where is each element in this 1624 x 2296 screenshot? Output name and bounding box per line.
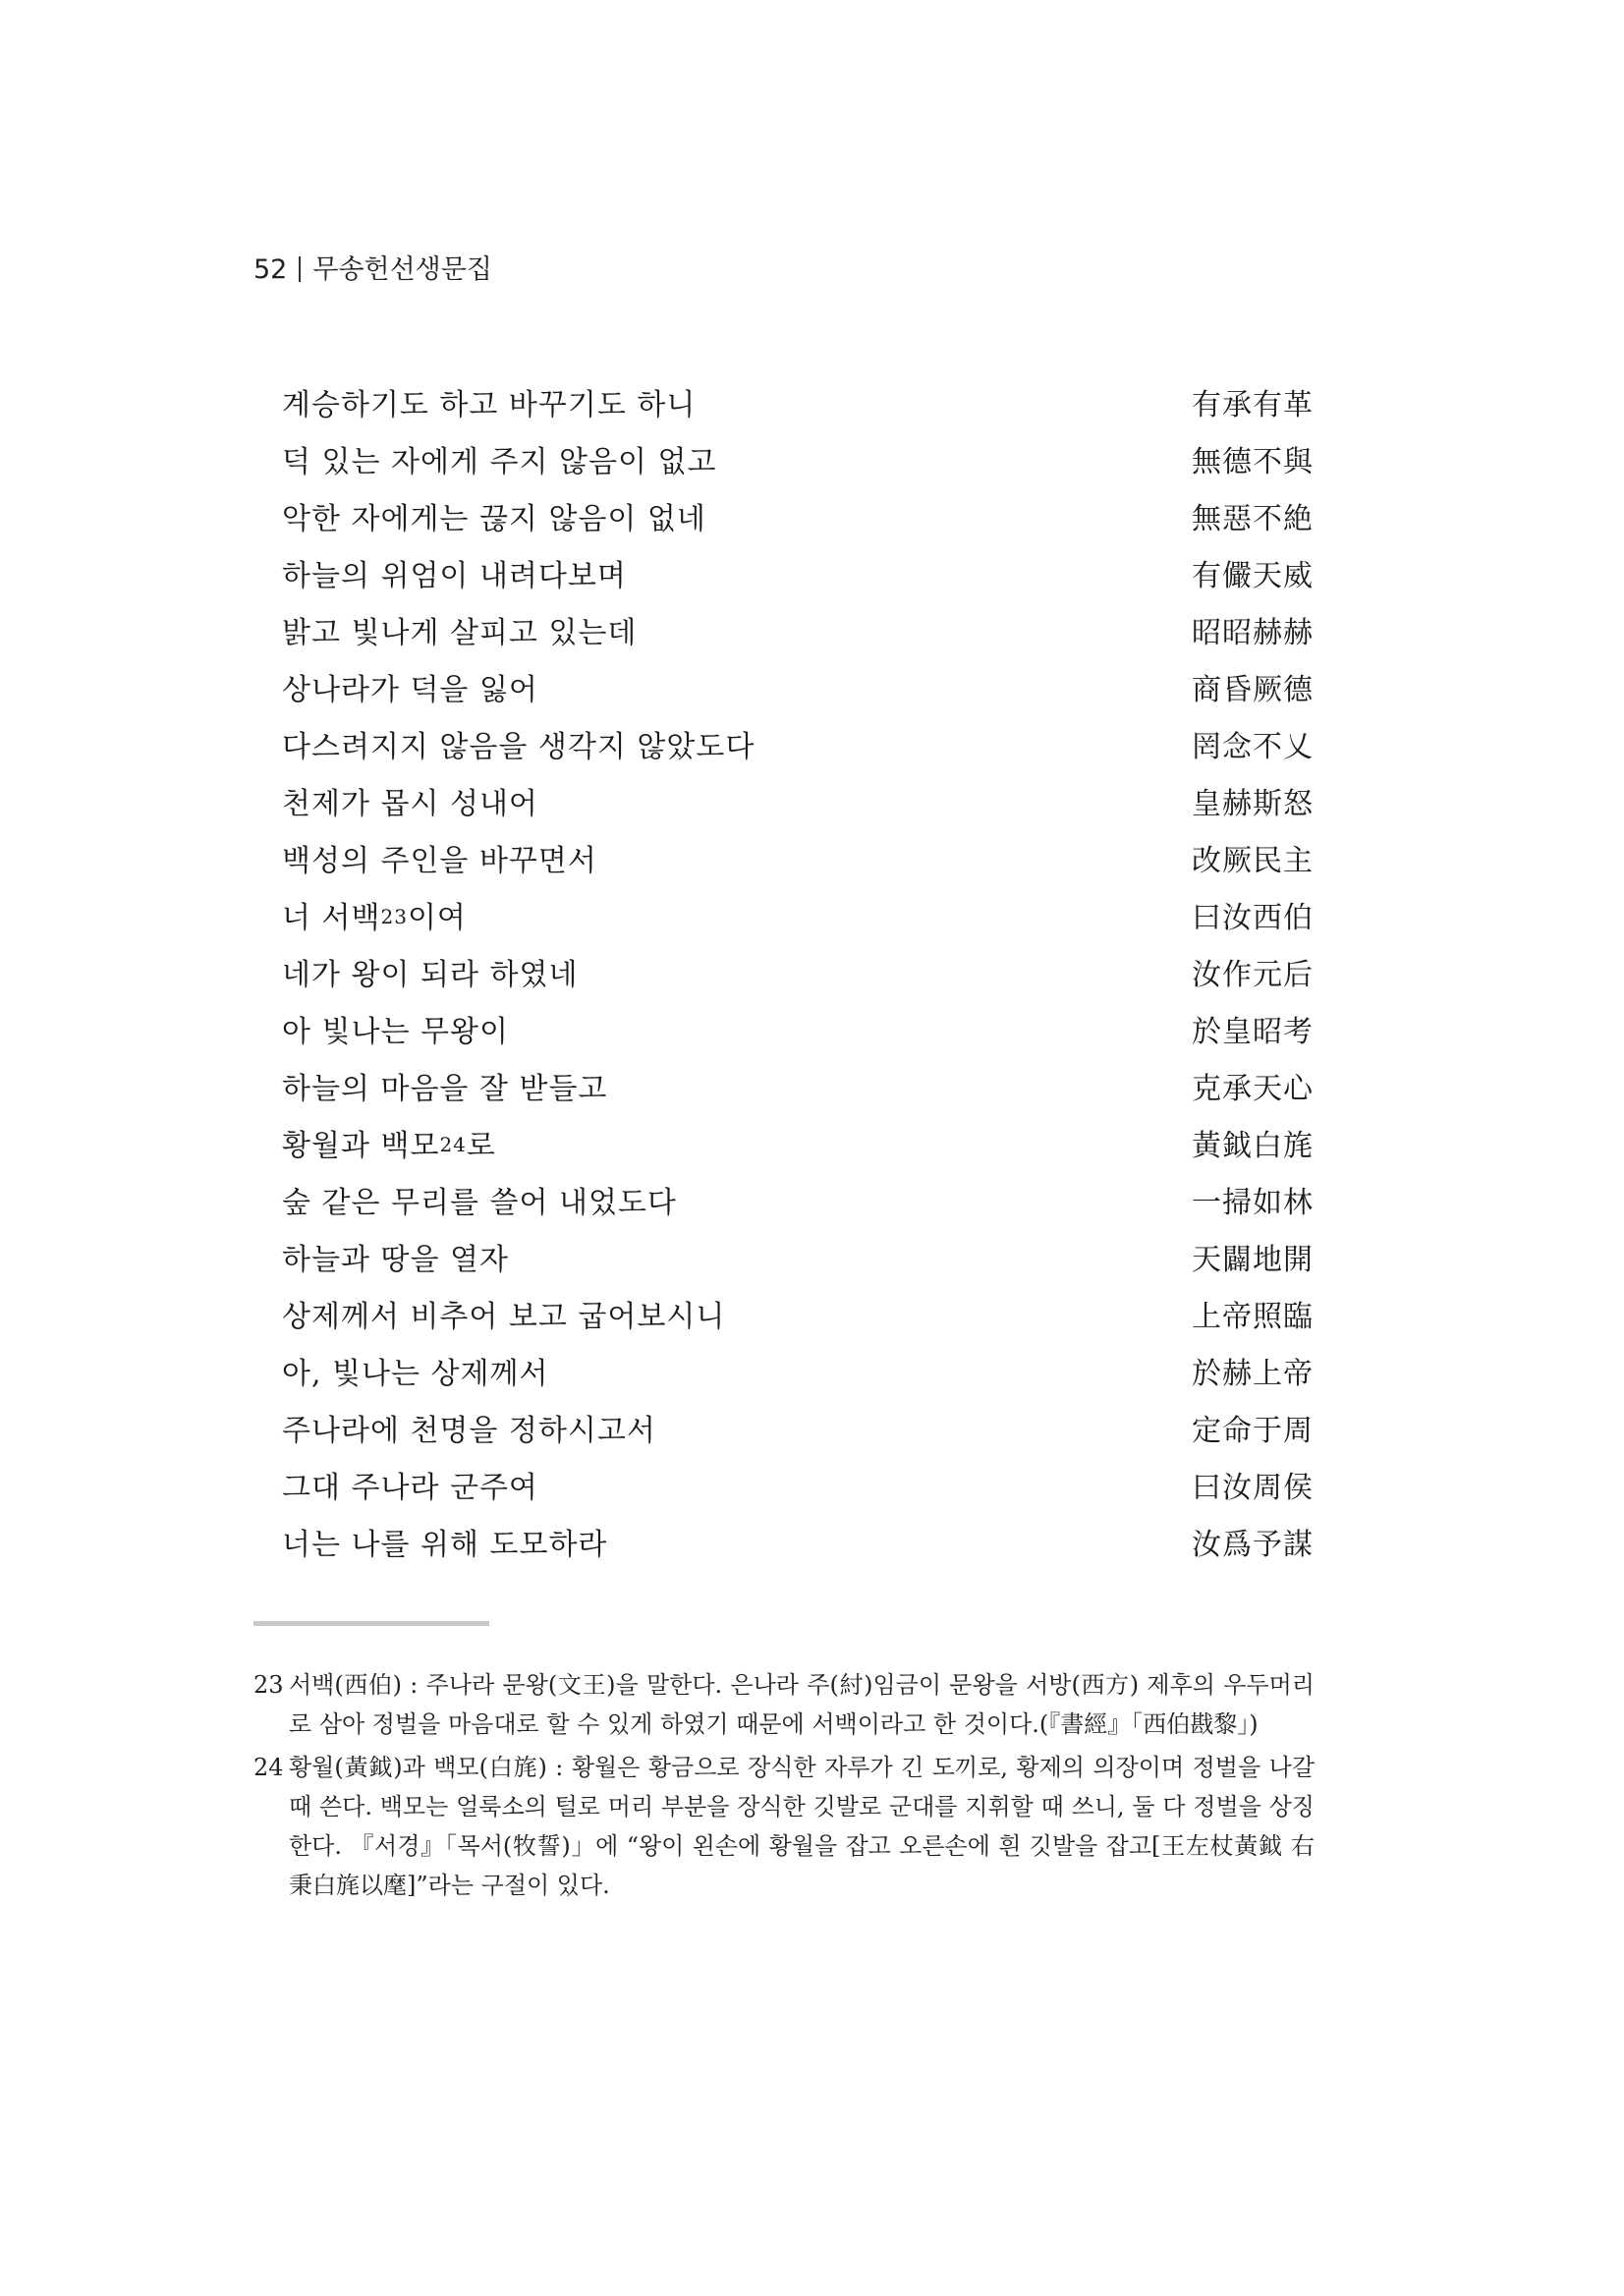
verse-hanja: 皇赫斯怒 (1192, 787, 1314, 821)
verse-korean (282, 380, 696, 423)
verse-korean-text: 하늘의 마음을 잘 받들고 (282, 1072, 608, 1106)
verse-korean (282, 665, 538, 708)
verse-korean (282, 1178, 677, 1221)
verse-korean-text: 주나라에 천명을 정하시고서 (282, 1414, 656, 1448)
verse-hanja: 有儼天威 (1192, 559, 1314, 593)
verse-korean-text: 너는 나를 위해 도모하라 (282, 1528, 608, 1562)
verse-hanja: 無惡不絶 (1192, 502, 1314, 536)
verse-line (282, 772, 1314, 829)
verse-line (282, 1228, 1314, 1285)
footnote-divider (253, 1621, 489, 1626)
verse-korean-text: 다스려지지 않음을 생각지 않았도다 (282, 730, 756, 764)
page-number: 52 (253, 254, 288, 285)
verse-korean (282, 893, 467, 936)
verse-hanja: 改厥民主 (1192, 844, 1314, 878)
verse-hanja: 曰汝西伯 (1192, 901, 1314, 935)
verse-korean (282, 722, 755, 765)
verse-korean (282, 1349, 548, 1392)
verse-korean (282, 1007, 509, 1050)
verse-korean-text: 아, 빛나는 상제께서 (282, 1357, 549, 1391)
verse-korean-text: 네가 왕이 되라 하였네 (282, 958, 579, 992)
verse-korean (282, 1064, 607, 1107)
verse-hanja: 曰汝周侯 (1192, 1471, 1314, 1505)
verse-hanja: 於皇昭考 (1192, 1015, 1314, 1049)
verse-hanja: 克承天心 (1192, 1072, 1314, 1106)
verse-korean (282, 437, 716, 480)
verse-hanja: 汝作元后 (1192, 958, 1314, 992)
book-title: 무송헌선생문집 (312, 254, 492, 285)
verse-korean-text: 백성의 주인을 바꾸면서 (282, 844, 597, 878)
verse-korean-text: 계승하기도 하고 바꾸기도 하니 (282, 388, 697, 422)
footnotes (253, 1665, 1315, 1909)
verse-hanja: 一掃如林 (1192, 1186, 1314, 1220)
verse-korean (282, 1121, 496, 1164)
running-header (253, 248, 492, 286)
verse-hanja: 無德不與 (1192, 445, 1314, 479)
verse-line (282, 544, 1314, 601)
footnote-reference: 23 (380, 905, 408, 928)
footnote-number: 24 (253, 1754, 284, 1781)
verse-korean-text: 천제가 몹시 성내어 (282, 787, 538, 821)
footnote (253, 1665, 1315, 1744)
verse-korean-text: 하늘의 위엄이 내려다보며 (282, 559, 627, 593)
verse-line (282, 1342, 1314, 1399)
verse-line (282, 373, 1314, 430)
verse-korean-text: 상제께서 비추어 보고 굽어보시니 (282, 1300, 726, 1334)
verse-line (282, 601, 1314, 658)
verse-korean (282, 1463, 538, 1506)
verse-korean-text: 아 빛나는 무왕이 (282, 1015, 509, 1049)
verse-line (282, 1000, 1314, 1057)
header-separator (299, 256, 301, 282)
verse-line (282, 1456, 1314, 1513)
verse-korean-text: 악한 자에게는 끊지 않음이 없네 (282, 502, 706, 536)
verse-korean (282, 608, 637, 651)
verse-line (282, 886, 1314, 943)
verse-line (282, 1114, 1314, 1171)
verse-line (282, 487, 1314, 544)
verse-line (282, 1057, 1314, 1114)
verse-line (282, 1285, 1314, 1342)
verse-korean (282, 1292, 725, 1335)
verse-korean-text-after: 이여 (407, 901, 467, 935)
verse-hanja: 有承有革 (1192, 388, 1314, 422)
footnote (253, 1748, 1315, 1905)
verse-line (282, 1513, 1314, 1570)
verse-line (282, 715, 1314, 772)
verse-line (282, 1399, 1314, 1456)
verse-line (282, 658, 1314, 715)
verse-korean-text: 숲 같은 무리를 쓸어 내었도다 (282, 1186, 677, 1220)
verse-line (282, 430, 1314, 487)
verse-hanja: 汝爲予謀 (1192, 1528, 1314, 1562)
verse-hanja: 黃鉞白旄 (1192, 1129, 1314, 1163)
verse-korean (282, 1235, 509, 1278)
footnote-number: 23 (253, 1671, 284, 1699)
verse-korean (282, 1520, 607, 1563)
verse-hanja: 商昏厥德 (1192, 673, 1314, 707)
verse-hanja: 天闢地開 (1192, 1243, 1314, 1277)
verse-korean (282, 494, 706, 537)
verse-korean (282, 1406, 656, 1449)
verse-korean (282, 779, 538, 822)
poem-verses (282, 373, 1314, 1570)
verse-korean-text: 황월과 백모 (282, 1129, 440, 1163)
verse-hanja: 罔念不乂 (1192, 730, 1314, 764)
verse-hanja: 定命于周 (1192, 1414, 1314, 1448)
verse-korean (282, 950, 578, 993)
footnote-text: 황월(黃鉞)과 백모(白旄) : 황월은 황금으로 장식한 자루가 긴 도끼로, 황제의 의장이며 정벌을 나갈 때 쓴다. 백모는 얼룩소의 털로 머리 부분을 장식한 깃발로 군대를 지휘할 때 쓰니, 둘 다 정벌을 상징한다. 『서경』「목서(牧誓)」에 “왕이 왼손에 황월을 잡고 오른손에 흰 깃발을 잡고[王左杖黃鉞 右秉白旄以麾]”라는 구절이 있다. (289, 1754, 1315, 1899)
verse-hanja: 上帝照臨 (1192, 1300, 1314, 1334)
footnote-reference: 24 (439, 1133, 467, 1156)
verse-line (282, 829, 1314, 886)
verse-korean-text: 너 서백 (282, 901, 381, 935)
verse-korean-text-after: 로 (466, 1129, 496, 1163)
footnote-text: 서백(西伯) : 주나라 문왕(文王)을 말한다. 은나라 주(紂)임금이 문왕을 서방(西方) 제후의 우두머리로 삼아 정벌을 마음대로 할 수 있게 하였기 때문에 서백이라고 한 것이다.(『書經』「西伯戡黎」) (289, 1671, 1315, 1738)
verse-hanja: 昭昭赫赫 (1192, 616, 1314, 650)
verse-korean-text: 하늘과 땅을 열자 (282, 1243, 509, 1277)
verse-line (282, 1171, 1314, 1228)
verse-korean (282, 551, 627, 594)
verse-hanja: 於赫上帝 (1192, 1357, 1314, 1391)
verse-korean (282, 836, 597, 879)
verse-korean-text: 그대 주나라 군주여 (282, 1471, 538, 1505)
verse-korean-text: 덕 있는 자에게 주지 않음이 없고 (282, 445, 717, 479)
verse-korean-text: 상나라가 덕을 잃어 (282, 673, 538, 707)
verse-line (282, 943, 1314, 1000)
verse-korean-text: 밝고 빛나게 살피고 있는데 (282, 616, 638, 650)
